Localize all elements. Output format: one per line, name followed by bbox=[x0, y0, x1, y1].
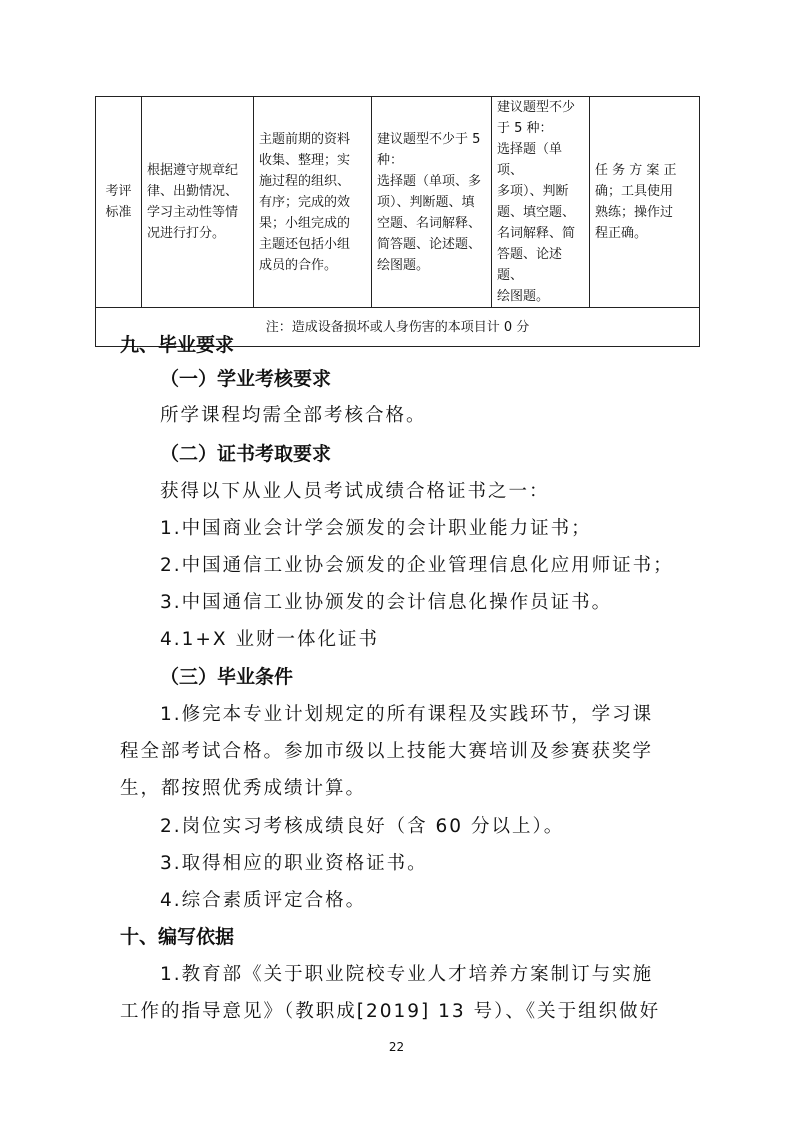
paragraph: 获得以下从业人员考试成绩合格证书之一： bbox=[160, 481, 550, 502]
list-item: 4.综合素质评定合格。 bbox=[160, 890, 367, 911]
list-item: 3.取得相应的职业资格证书。 bbox=[160, 853, 428, 874]
list-item: 2.中国通信工业协会颁发的企业管理信息化应用师证书； bbox=[160, 555, 674, 576]
table-cell-question-types-b: 建议题型不少 于 5 种： 选择题（单项、 多项）、判断 题、填空题、 名词解释、简 答题、论述题、 绘图题。 bbox=[492, 97, 590, 308]
paragraph: 所学课程均需全部考核合格。 bbox=[160, 405, 427, 426]
table-cell-discipline: 根据遵守规章纪 律、出勤情况、 学习主动性等情 况进行打分。 bbox=[142, 97, 254, 308]
table-cell-theme: 主题前期的资料 收集、整理；实 施过程的组织、 有序；完成的效 果；小组完成的 主题还包括小组 成员的合作。 bbox=[254, 97, 372, 308]
list-item: 1.教育部《关于职业院校专业人才培养方案制订与实施 bbox=[160, 964, 654, 985]
paragraph-continuation: 工作的指导意见》（教职成[2019] 13 号）、《关于组织做好 bbox=[120, 1001, 661, 1022]
subsection-heading: （一）学业考核要求 bbox=[160, 368, 332, 390]
page-number: 22 bbox=[388, 1040, 405, 1054]
table-cell-question-types-a: 建议题型不少于 5 种： 选择题（单项、多 项）、判断题、填 空题、名词解释、 简答题、论述题、 绘图题。 bbox=[372, 97, 492, 308]
section-heading: 九、毕业要求 bbox=[120, 334, 235, 356]
list-item: 1.修完本专业计划规定的所有课程及实践环节，学习课 bbox=[160, 704, 654, 725]
section-heading: 十、编写依据 bbox=[120, 926, 235, 948]
subsection-heading: （二）证书考取要求 bbox=[160, 443, 332, 465]
list-item: 3.中国通信工业协颁发的会计信息化操作员证书。 bbox=[160, 592, 613, 613]
subsection-heading: （三）毕业条件 bbox=[160, 666, 294, 688]
list-item: 1.中国商业会计学会颁发的会计职业能力证书； bbox=[160, 518, 592, 539]
table-cell-label: 考评 标准 bbox=[96, 97, 142, 308]
paragraph-continuation: 生，都按照优秀成绩计算。 bbox=[120, 778, 367, 799]
table-cell-task: 任 务 方 案 正 确；工具使用 熟练；操作过 程正确。 bbox=[590, 97, 700, 308]
list-item: 4.1+X 业财一体化证书 bbox=[160, 629, 379, 650]
list-item: 2.岗位实习考核成绩良好（含 60 分以上）。 bbox=[160, 816, 565, 837]
evaluation-table bbox=[95, 96, 700, 347]
table-row bbox=[96, 97, 700, 308]
paragraph-continuation: 程全部考试合格。参加市级以上技能大赛培训及参赛获奖学 bbox=[120, 741, 654, 762]
table-note: 注：造成设备损坏或人身伤害的本项目计 0 分 bbox=[96, 308, 700, 347]
